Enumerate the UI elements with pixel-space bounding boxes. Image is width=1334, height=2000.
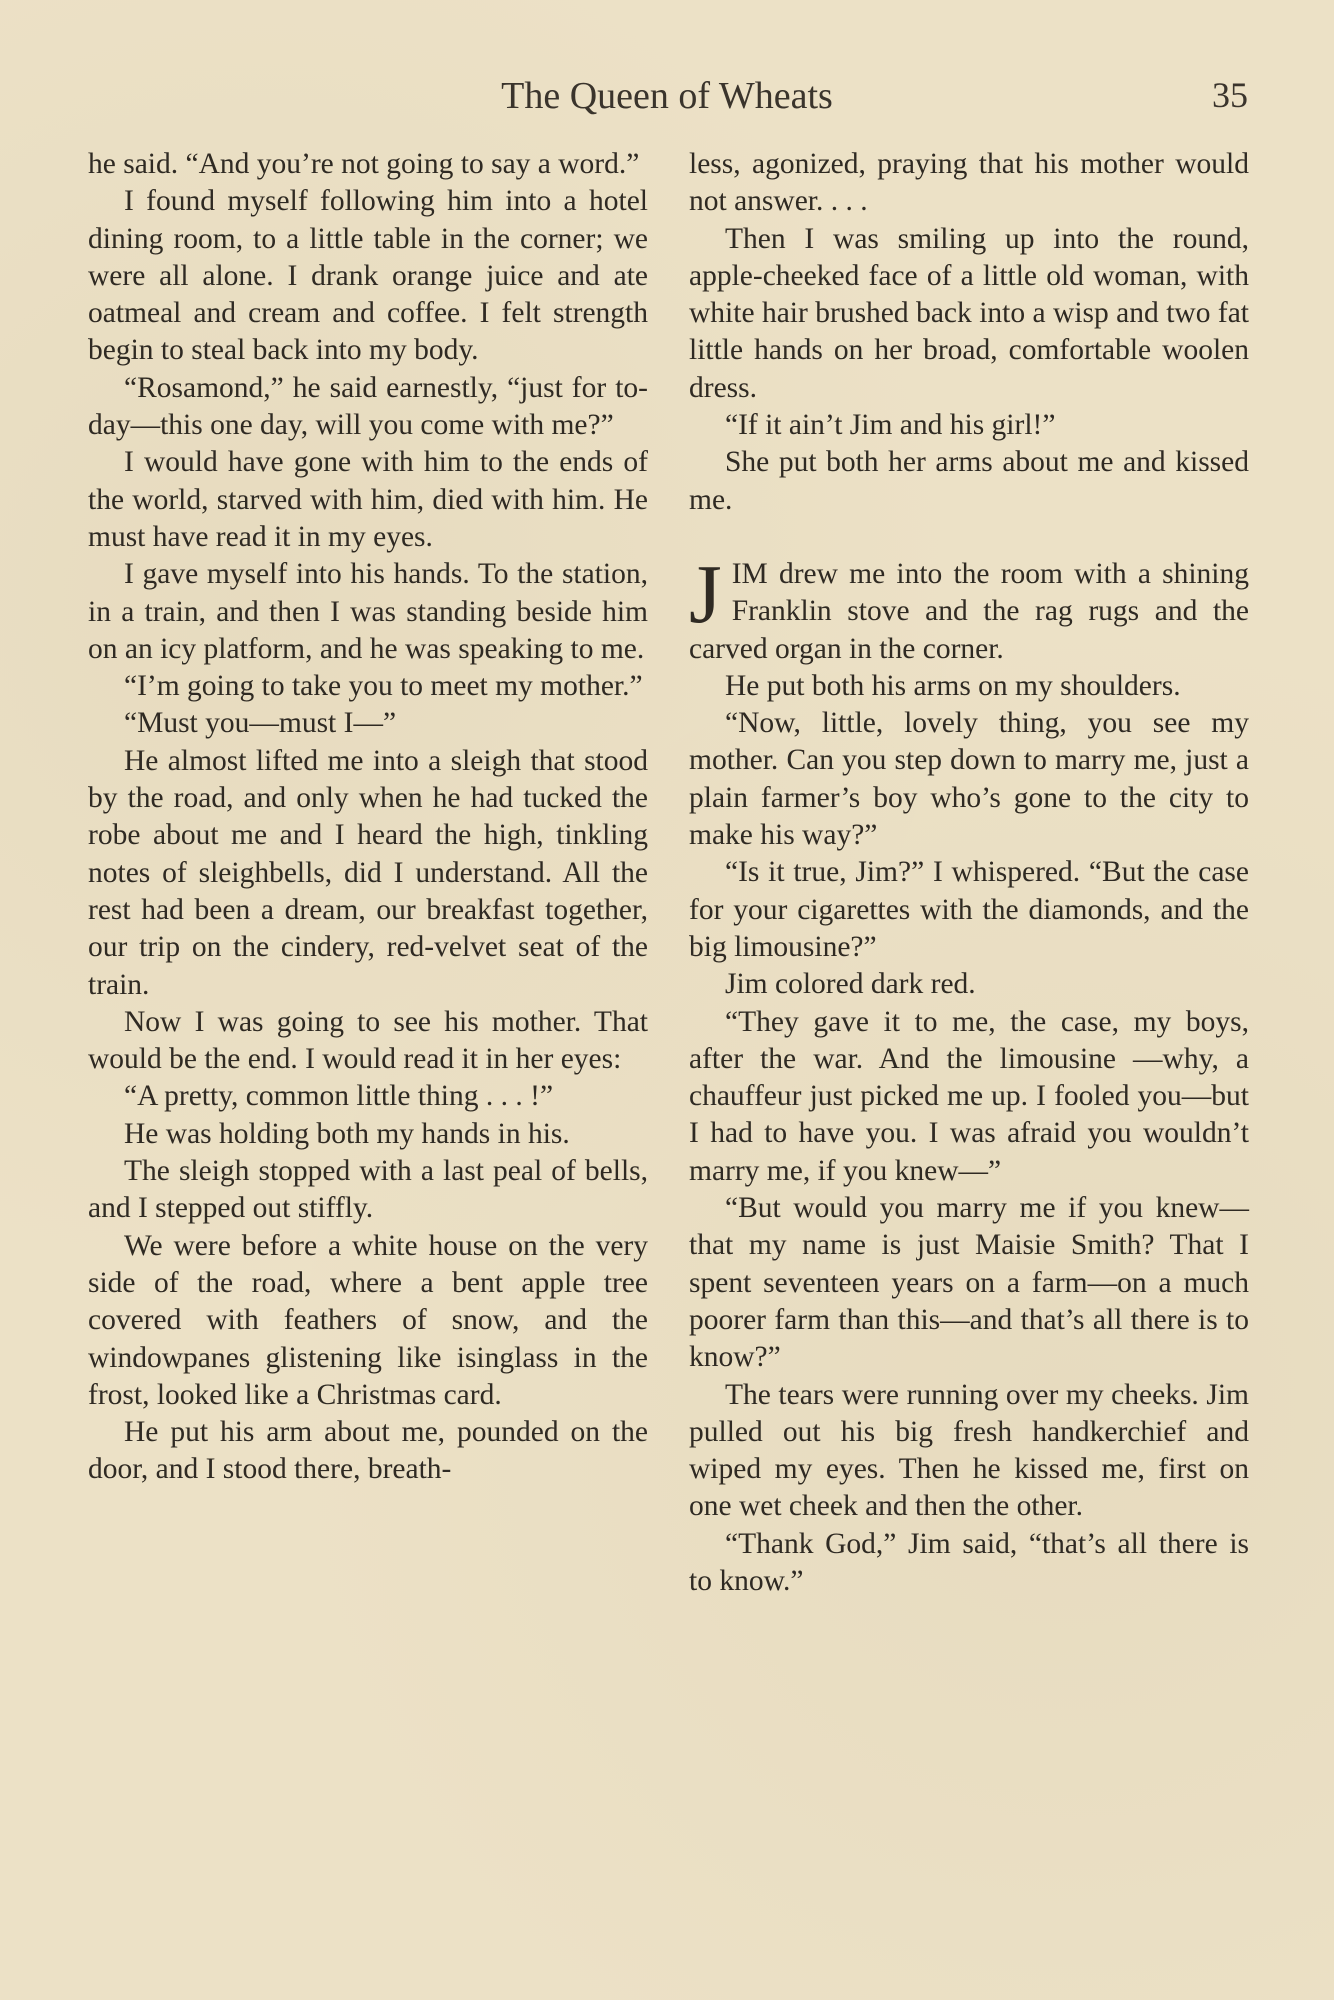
paragraph: he said. “And you’re not going to say a word.” [88, 148, 640, 180]
page-number: 35 [1212, 75, 1248, 115]
paragraph: less, agonized, praying that his mother would not answer. . . . [689, 148, 1249, 218]
paragraph: “I’m going to take you to meet my mother.” [124, 670, 643, 703]
paragraph: “A pretty, common little thing . . . !” [124, 1080, 554, 1113]
paragraph: “If it ain’t Jim and his girl!” [725, 409, 1056, 442]
left-column [88, 146, 648, 1489]
paragraph: We were before a white house on the very side of the road, where a bent apple tree covered with feathers of snow, and the windowpanes glistening like isinglass in the frost, looked like a Christmas card. [88, 1229, 648, 1411]
paragraph: “But would you marry me if you knew—that my name is just Maisie Smith? That I spent seventeen years on a farm—on a much poorer farm than this—and that’s all there is to know?” [689, 1192, 1249, 1374]
paragraph: Then I was smiling up into the round, apple-cheeked face of a little old woman, with white hair brushed back into a wisp and two fat little hands on her broad, comfortable woolen dress. [689, 222, 1249, 404]
section-opening-text: drew me into the room with a shining Franklin stove and the rag rugs and the carved organ in the corner. [689, 557, 1249, 665]
paragraph: “Thank God,” Jim said, “that’s all there is to know.” [689, 1527, 1249, 1597]
paragraph: “Rosamond,” he said earnestly, “just for to-day—this one day, will you come with me?” [88, 371, 648, 442]
drop-cap: J [689, 547, 722, 641]
right-column [689, 146, 1249, 1600]
paragraph: “Now, little, lovely thing, you see my mother. Can you step down to marry me, just a plain farmer’s boy who’s gone to the city to make his way?” [689, 707, 1249, 852]
paragraph: The tears were running over my cheeks. Jim pulled out his big fresh handkerchief and wiped my eyes. Then he kissed me, first on one wet cheek and then the other. [689, 1378, 1249, 1523]
paragraph: He almost lifted me into a sleigh that stood by the road, and only when he had tucked the robe about me and I heard the high, tinkling notes of sleighbells, did I understand. All the rest had been a dream, our breakfast together, our trip on the cindery, red-velvet seat of the train. [88, 744, 648, 1001]
paragraph: She put both her arms about me and kissed me. [689, 446, 1249, 516]
paragraph: He put both his arms on my shoulders. [725, 669, 1181, 702]
section-opening-paragraph [689, 547, 1249, 668]
paragraph: “Must you—must I—” [124, 707, 397, 740]
paragraph: The sleigh stopped with a last peal of bells, and I stepped out stiffly. [88, 1155, 648, 1225]
paragraph: He put his arm about me, pounded on the door, and I stood there, breath- [88, 1416, 648, 1486]
paragraph: He was holding both my hands in his. [124, 1117, 570, 1150]
paragraph: Jim colored dark red. [725, 968, 976, 1001]
running-title: The Queen of Wheats [501, 75, 833, 117]
paragraph: I gave myself into his hands. To the station, in a train, and then I was standing beside him on an icy platform, and he was speaking to me. [88, 558, 648, 665]
drop-cap-caps: IM [731, 557, 768, 590]
paragraph: “Is it true, Jim?” I whispered. “But the case for your cigarettes with the diamonds, and the big limousine?” [689, 856, 1249, 963]
paragraph: I would have gone with him to the ends of the world, starved with him, died with him. He must have read it in my eyes. [88, 446, 648, 553]
paragraph: “They gave it to me, the case, my boys, after the war. And the limousine —why, a chauffeur just picked me up. I fooled you—but I had to have you. I was afraid you wouldn’t marry me, if you knew—” [689, 1005, 1249, 1187]
paragraph: I found myself following him into a hotel dining room, to a little table in the corner; we were all alone. I drank orange juice and ate oatmeal and cream and coffee. I felt strength begin to steal back into my body. [88, 185, 648, 367]
paragraph: Now I was going to see his mother. That would be the end. I would read it in her eyes: [88, 1005, 648, 1076]
page-header [0, 74, 1334, 124]
